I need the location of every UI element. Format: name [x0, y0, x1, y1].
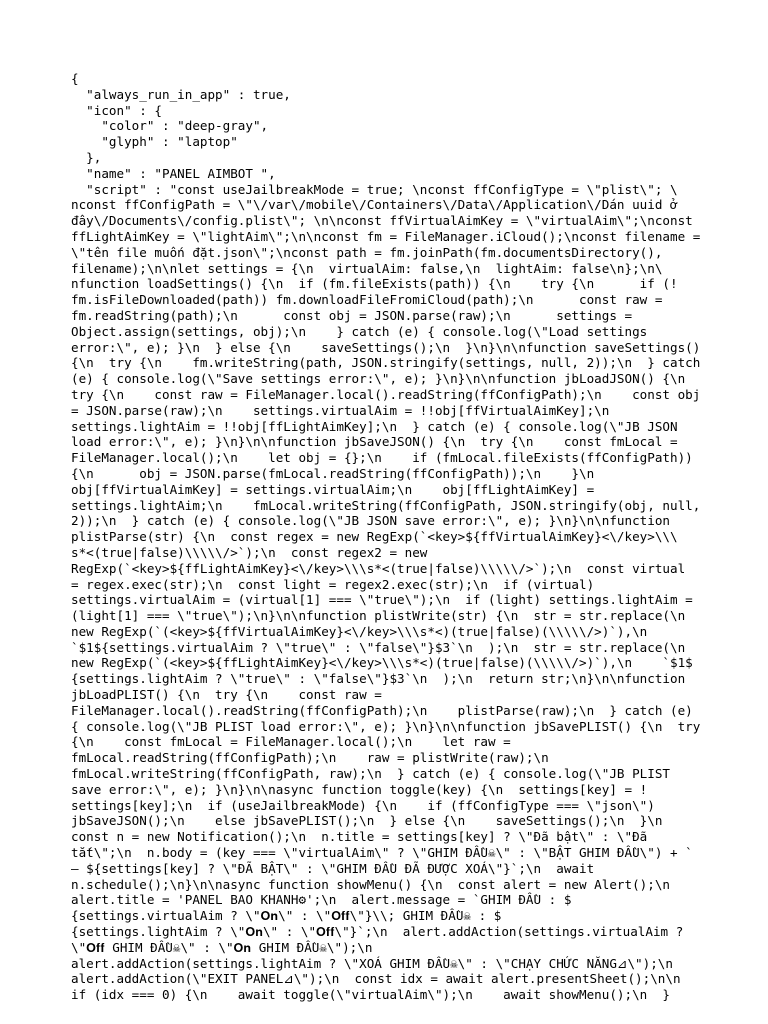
document-text-body: [71, 71, 768, 1003]
document-line: \"tên file muốn đặt.json\";\nconst path = fm.joinPath(fm.documentsDirectory(),: [71, 244, 663, 260]
document-line: fmLocal.writeString(ffConfigPath, raw);\n } catch (e) { console.log(\"JB PLIST: [71, 766, 670, 782]
document-line: `$1${settings.virtualAim ? \"true\" : \"false\"}$3`\n );\n str = str.replace(\n: [71, 639, 686, 655]
document-line: Object.assign(settings, obj);\n } catch (e) { console.log(\"Load settings: [71, 323, 648, 339]
document-line: (e) { console.log(\"Save settings error:\", e); }\n}\n\nfunction jbLoadJSON() {\n: [71, 371, 686, 387]
document-line: {\n obj = JSON.parse(fmLocal.readString(ffConfigPath));\n }\n: [71, 465, 595, 481]
document-line: settings.lightAim;\n fmLocal.writeString(ffConfigPath, JSON.stringify(obj, null,: [71, 497, 701, 513]
document-line: {settings.lightAim ? \"true\" : \"false\"}$3`\n );\n return str;\n}\n\nfunction: [71, 671, 686, 687]
document-line: new RegExp(`(<key>${ffVirtualAimKey}<\/key>\\\s*<)(true|false)(\\\\\/>)`),\n: [71, 623, 648, 639]
document-line: alert.title = 'PANEL BAO KHANH⚙';\n alert.message = `GHIM ĐẦU : $: [71, 892, 572, 908]
document-line: {settings.lightAim ? \"𝐎𝐧\" : \"𝐎𝐟𝐟\"}`;\n alert.addAction(settings.virtualAim ?: [71, 924, 684, 940]
document-line: = regex.exec(str);\n const light = regex2.exec(str);\n if (virtual): [71, 576, 595, 592]
document-line: nfunction loadSettings() {\n if (fm.fileExists(path)) {\n try {\n if (!: [71, 276, 678, 292]
document-line: (light[1] === \"true\");\n}\n\nfunction plistWrite(str) {\n str = str.replace(\n: [71, 608, 686, 624]
document-line: = JSON.parse(raw);\n settings.virtualAim = !!obj[ffVirtualAimKey];\n: [71, 402, 610, 418]
document-line: FileManager.local();\n let obj = {};\n if (fmLocal.fileExists(ffConfigPath)): [71, 450, 693, 466]
document-line: "glyph" : "laptop": [71, 134, 238, 150]
document-line: filename);\n\nlet settings = {\n virtualAim: false,\n lightAim: false\n};\n\: [71, 260, 663, 276]
document-line: s*<(true|false)\\\\\/>`);\n const regex2 = new: [71, 544, 428, 560]
document-line: fmLocal.readString(ffConfigPath);\n raw = plistWrite(raw);\n: [71, 750, 549, 766]
document-line: nconst ffConfigPath = \"\/var\/mobile\/Containers\/Data\/Application\/Dán uuid ở: [71, 197, 678, 213]
document-line: FileManager.local().readString(ffConfigPath);\n plistParse(raw);\n } catch (e): [71, 702, 693, 718]
document-line: ffLightAimKey = \"lightAim\";\n\nconst fm = FileManager.iCloud();\nconst filename =: [71, 228, 701, 244]
document-line: const n = new Notification();\n n.title = settings[key] ? \"Đã bật\" : \"Đã: [71, 829, 648, 845]
document-line: {settings.virtualAim ? \"𝐎𝐧\" : \"𝐎𝐟𝐟\"}\\; GHIM ĐẦU☠ : $: [71, 908, 502, 924]
document-line: {\n const fmLocal = FileManager.local();\n let raw =: [71, 734, 511, 750]
document-line: {: [71, 71, 79, 86]
document-line: },: [71, 149, 102, 165]
document-line: try {\n const raw = FileManager.local().readString(ffConfigPath);\n const obj: [71, 386, 701, 402]
document-line: settings.virtualAim = (virtual[1] === \"true\");\n if (light) settings.lightAim =: [71, 592, 693, 608]
document-line: tắt\";\n n.body = (key === \"virtualAim\" ? \"GHIM ĐẦU☠\" : \"BẬT GHIM ĐẦU\") + `: [71, 845, 693, 861]
document-line: "script" : "const useJailbreakMode = true; \nconst ffConfigType = \"plist\"; \: [71, 181, 678, 197]
document-line: – ${settings[key] ? \"ĐÃ BẬT\" : \"GHIM ĐẦU ĐÃ ĐƯỢC XOÁ\"}`;\n await: [71, 860, 595, 876]
document-line: "color" : "deep-gray",: [71, 118, 269, 134]
document-line: {\n try {\n fm.writeString(path, JSON.stringify(settings, null, 2));\n } catch: [71, 355, 701, 371]
document-line: jbLoadPLIST() {\n try {\n const raw =: [71, 687, 382, 703]
document-line: đây\/Documents\/config.plist\"; \n\nconst ffVirtualAimKey = \"virtualAim\";\nconst: [71, 213, 693, 229]
document-line: "name" : "PANEL AIMBOT ",: [71, 165, 276, 181]
document-line: alert.addAction(\"EXIT PANEL⊿\");\n const idx = await alert.presentSheet();\n\n: [71, 971, 681, 987]
document-line: load error:\", e); }\n}\n\nfunction jbSaveJSON() {\n try {\n const fmLocal =: [71, 434, 678, 450]
document-line: "icon" : {: [71, 102, 162, 118]
document-line: alert.addAction(settings.lightAim ? \"XOÁ GHIM ĐẦU☠\" : \"CHẠY CHỨC NĂNG⊿\");\n: [71, 955, 673, 971]
document-line: if (idx === 0) {\n await toggle(\"virtualAim\");\n await showMenu();\n }: [71, 987, 670, 1003]
document-line: settings.lightAim = !!obj[ffLightAimKey];\n } catch (e) { console.log(\"JB JSON: [71, 418, 678, 434]
document-line: fm.isFileDownloaded(path)) fm.downloadFileFromiCloud(path);\n const raw =: [71, 292, 663, 308]
document-line: n.schedule();\n}\n\nasync function showMenu() {\n const alert = new Alert();\n: [71, 876, 670, 892]
document-line: settings[key];\n if (useJailbreakMode) {\n if (ffConfigType === \"json\"): [71, 797, 655, 813]
document-line: "always_run_in_app" : true,: [71, 86, 291, 102]
document-line: RegExp(`<key>${ffLightAimKey}<\/key>\\\s*<(true|false)\\\\\/>`);\n const virtual: [71, 560, 686, 576]
document-line: plistParse(str) {\n const regex = new RegExp(`<key>${ffVirtualAimKey}<\/key>\\\: [71, 529, 678, 545]
document-line: jbSaveJSON();\n else jbSavePLIST();\n } else {\n saveSettings();\n }\n: [71, 813, 663, 829]
document-line: { console.log(\"JB PLIST load error:\", e); }\n}\n\nfunction jbSavePLIST() {\n try: [71, 718, 701, 734]
document-line: fm.readString(path);\n const obj = JSON.parse(raw);\n settings =: [71, 307, 633, 323]
document-line: \"𝐎𝐟𝐟 GHIM ĐẦU☠\" : \"𝐎𝐧 GHIM ĐẦU☠\");\n: [71, 939, 373, 955]
document-line: obj[ffVirtualAimKey] = settings.virtualAim;\n obj[ffLightAimKey] =: [71, 481, 595, 497]
document-line: save error:\", e); }\n}\n\nasync function toggle(key) {\n settings[key] = !: [71, 781, 648, 797]
document-line: error:\", e); }\n } else {\n saveSettings();\n }\n}\n\nfunction saveSettings(): [71, 339, 701, 355]
document-line: new RegExp(`(<key>${ffLightAimKey}<\/key>\\\s*<)(true|false)(\\\\\/>)`),\n `$1$: [71, 655, 693, 671]
document-line: 2));\n } catch (e) { console.log(\"JB JSON save error:\", e); }\n}\n\nfunction: [71, 513, 670, 529]
